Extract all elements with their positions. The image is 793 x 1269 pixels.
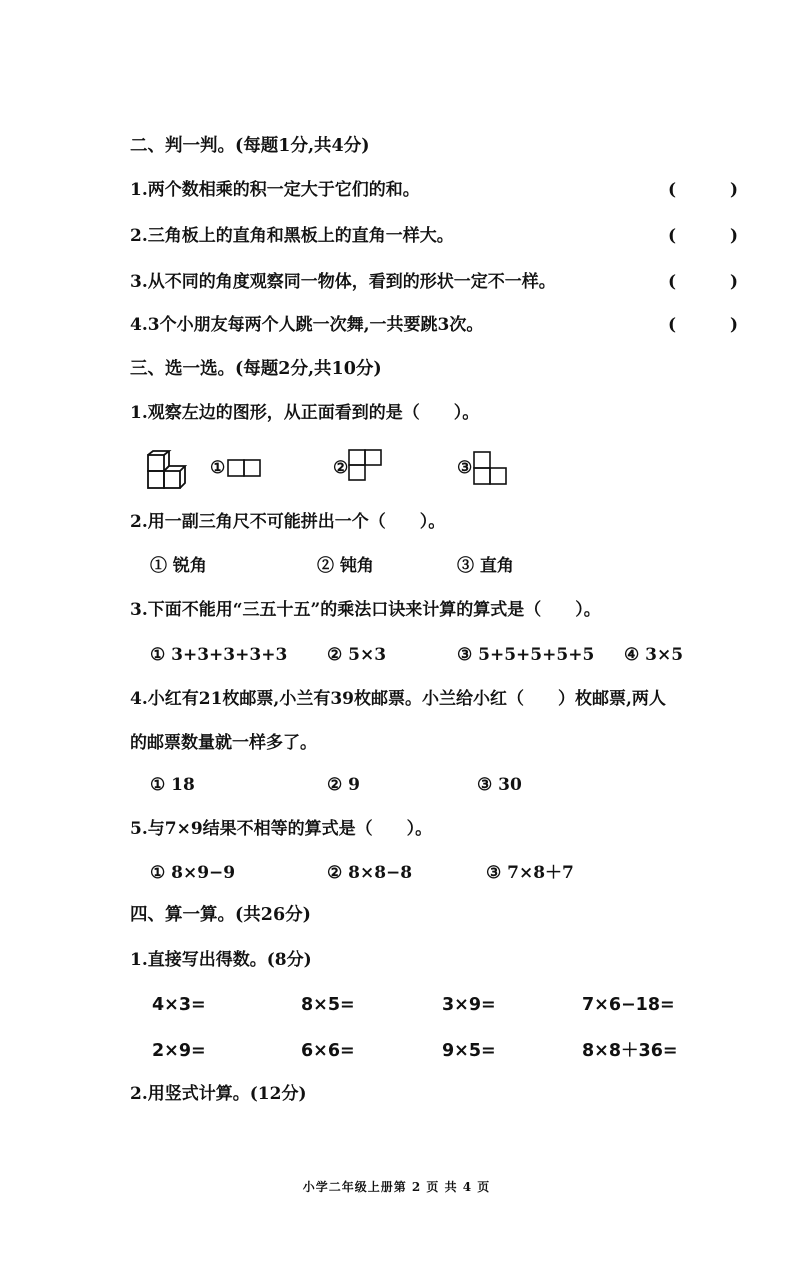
choose-q4-option-3[interactable]: ③ 30 xyxy=(477,775,522,795)
choose-q5-option-2[interactable]: ② 8×8−8 xyxy=(327,863,413,883)
option-2-shape xyxy=(348,448,386,482)
calculate-q1-text: 1.直接写出得数。(8分) xyxy=(130,950,312,970)
calc-item[interactable]: 4×3= xyxy=(152,995,206,1015)
calc-item[interactable]: 8×8＋36= xyxy=(582,1041,678,1061)
choose-q4-text-line2: 的邮票数量就一样多了。 xyxy=(130,733,317,753)
judge-answer-blank-1[interactable]: ( ) xyxy=(668,180,738,200)
option-3-shape xyxy=(473,450,511,488)
calc-item[interactable]: 2×9= xyxy=(152,1041,206,1061)
choose-q2-text: 2.用一副三角尺不可能拼出一个（ ）。 xyxy=(130,512,446,532)
choose-q3-option-4[interactable]: ④ 3×5 xyxy=(624,645,684,665)
choose-q1-text: 1.观察左边的图形，从正面看到的是（ ）。 xyxy=(130,403,480,423)
choose-q3-option-2[interactable]: ② 5×3 xyxy=(327,645,387,665)
choose-q1-option-3[interactable]: ③ xyxy=(457,458,473,478)
choose-q3-option-1[interactable]: ① 3+3+3+3+3 xyxy=(150,645,288,665)
choose-q1-option-1[interactable]: ① xyxy=(210,458,226,478)
judge-answer-blank-4[interactable]: ( ) xyxy=(668,315,738,335)
section-calculate-heading: 四、算一算。(共26分) xyxy=(130,905,311,925)
choose-q5-option-3[interactable]: ③ 7×8＋7 xyxy=(486,863,574,883)
page-footer: 小学二年级上册第 2 页 共 4 页 xyxy=(302,1180,491,1194)
choose-q1-option-2[interactable]: ② xyxy=(333,458,349,478)
choose-q3-text: 3.下面不能用“三五十五”的乘法口诀来计算的算式是（ ）。 xyxy=(130,600,601,620)
calc-item[interactable]: 6×6= xyxy=(301,1041,355,1061)
choose-q4-option-1[interactable]: ① 18 xyxy=(150,775,195,795)
judge-item-1: 1.两个数相乘的积一定大于它们的和。 xyxy=(130,180,420,200)
judge-item-2: 2.三角板上的直角和黑板上的直角一样大。 xyxy=(130,226,454,246)
choose-q5-option-1[interactable]: ① 8×9−9 xyxy=(150,863,236,883)
choose-q4-option-2[interactable]: ② 9 xyxy=(327,775,360,795)
calculate-q2-text: 2.用竖式计算。(12分) xyxy=(130,1084,307,1104)
section-choose-heading: 三、选一选。(每题2分,共10分) xyxy=(130,359,382,379)
judge-item-4: 4.3个小朋友每两个人跳一次舞,一共要跳3次。 xyxy=(130,315,484,335)
section-judge-heading: 二、判一判。(每题1分,共4分) xyxy=(130,136,370,156)
choose-q4-text-line1: 4.小红有21枚邮票,小兰有39枚邮票。小兰给小红（ ）枚邮票,两人 xyxy=(130,689,666,709)
choose-q2-option-3[interactable]: ③ 直角 xyxy=(457,556,514,576)
option-1-shape xyxy=(227,458,263,478)
calc-item[interactable]: 3×9= xyxy=(442,995,496,1015)
choose-q2-option-2[interactable]: ② 钝角 xyxy=(317,556,374,576)
cube-stack-figure xyxy=(146,449,190,491)
judge-answer-blank-2[interactable]: ( ) xyxy=(668,226,738,246)
choose-q3-option-3[interactable]: ③ 5+5+5+5+5 xyxy=(457,645,595,665)
calc-item[interactable]: 9×5= xyxy=(442,1041,496,1061)
calc-item[interactable]: 8×5= xyxy=(301,995,355,1015)
calc-item[interactable]: 7×6−18= xyxy=(582,995,675,1015)
choose-q2-option-1[interactable]: ① 锐角 xyxy=(150,556,207,576)
judge-answer-blank-3[interactable]: ( ) xyxy=(668,272,738,292)
choose-q5-text: 5.与7×9结果不相等的算式是（ ）。 xyxy=(130,819,433,839)
judge-item-3: 3.从不同的角度观察同一物体，看到的形状一定不一样。 xyxy=(130,272,556,292)
